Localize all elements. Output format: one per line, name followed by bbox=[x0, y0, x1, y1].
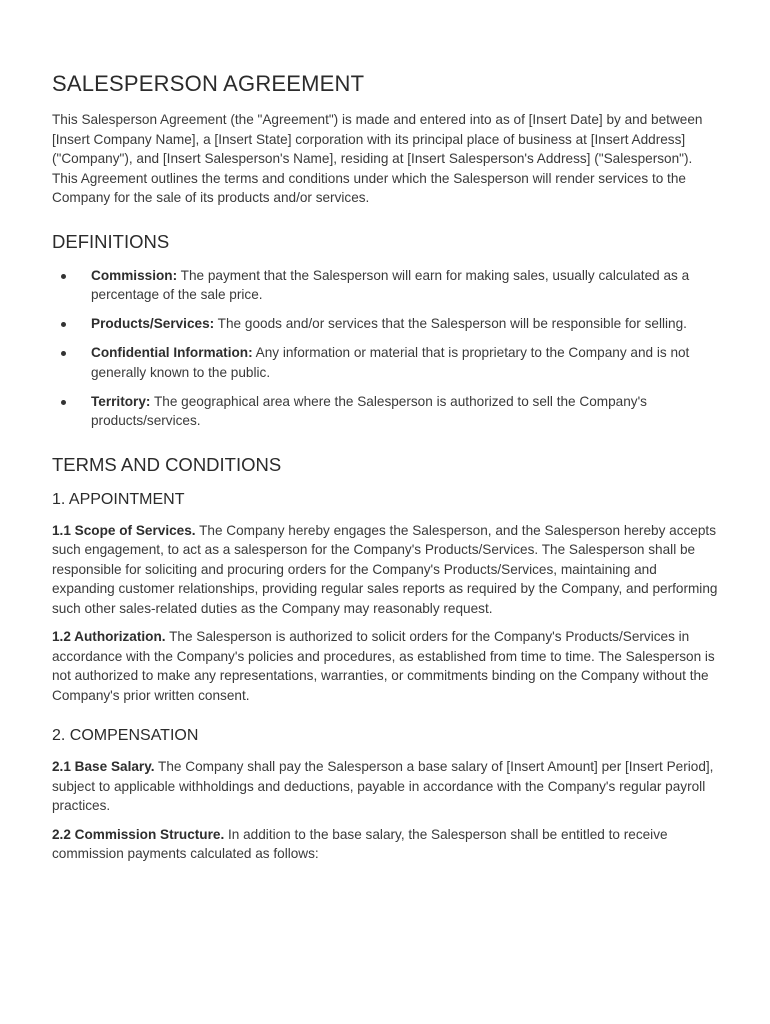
definitions-heading: DEFINITIONS bbox=[52, 230, 170, 252]
definition-item bbox=[52, 343, 718, 382]
clause-text: The Salesperson is authorized to solicit orders for the Company's Products/Services in accordance with the Company's policies and procedures, as established from time to time. The Salesperson is not authorized to make any representations, warranties, or commitments binding on the Company without the Company's prior written consent. bbox=[52, 629, 715, 703]
bullet-icon bbox=[61, 322, 66, 327]
section-appointment bbox=[52, 489, 718, 706]
definition-term: Products/Services: bbox=[91, 316, 215, 331]
definition-term: Commission: bbox=[91, 267, 178, 283]
clause-label: 1.2 Authorization. bbox=[52, 629, 166, 644]
clause-text: In addition to the base salary, the Salesperson shall be entitled to receive commission payments calculated as follows: bbox=[52, 826, 668, 861]
definition-text: Any information or material that is proprietary to the Company and is not generally known to the public. bbox=[91, 345, 690, 380]
clause-label: 2.2 Commission Structure. bbox=[52, 826, 225, 842]
intro-paragraph: This Salesperson Agreement (the "Agreement") is made and entered into as of [Insert Date] by and between [Insert Company Name], a [Insert State] corporation with its principal place of business at [Insert Address] ("Company"), and [Insert Salesperson's Name], residing at [Insert Salesperson's Address] ("Salesperson"). This Agreement outlines the terms and conditions under which the Salesperson will render services to the Company for the sale of its products and/or services. bbox=[52, 112, 703, 205]
terms-heading: TERMS AND CONDITIONS bbox=[52, 453, 282, 475]
section-compensation bbox=[52, 725, 718, 864]
document-title: SALESPERSON AGREEMENT bbox=[52, 71, 365, 96]
definition-item bbox=[52, 392, 718, 431]
definitions-list bbox=[52, 266, 718, 431]
definition-text: The geographical area where the Salesperson is authorized to sell the Company's products/services. bbox=[91, 393, 647, 428]
clause-1-1 bbox=[52, 521, 718, 619]
definition-text: The payment that the Salesperson will earn for making sales, usually calculated as a percentage of the sale price. bbox=[91, 267, 690, 302]
definition-term: Territory: bbox=[91, 393, 151, 409]
definition-text: The goods and/or services that the Salesperson will be responsible for selling. bbox=[214, 316, 687, 331]
clause-text: The Company shall pay the Salesperson a base salary of [Insert Amount] per [Insert Period], subject to applicable withholdings and deductions, payable in accordance with the Company's regular payroll practices. bbox=[52, 759, 714, 813]
clause-label: 1.1 Scope of Services. bbox=[52, 522, 196, 538]
definition-term: Confidential Information: bbox=[91, 345, 253, 360]
definition-item bbox=[52, 314, 718, 334]
clause-label: 2.1 Base Salary. bbox=[52, 759, 155, 774]
bullet-icon bbox=[61, 351, 66, 356]
definition-item bbox=[52, 266, 718, 305]
clause-1-2 bbox=[52, 627, 718, 705]
clause-2-1 bbox=[52, 757, 718, 816]
bullet-icon bbox=[61, 400, 66, 405]
section-heading: 1. APPOINTMENT bbox=[52, 490, 185, 508]
clause-text: The Company hereby engages the Salesperson, and the Salesperson hereby accepts such engagement, to act as a salesperson for the Company's Products/Services. The Salesperson shall be responsible for soliciting and procuring orders for the Company's Products/Services, maintaining and expanding customer relationships, providing regular sales reports as required by the Company, and performing such other sales-related duties as the Company may reasonably request. bbox=[52, 522, 718, 616]
clause-2-2 bbox=[52, 825, 718, 864]
section-heading: 2. COMPENSATION bbox=[52, 727, 199, 744]
bullet-icon bbox=[61, 274, 66, 279]
